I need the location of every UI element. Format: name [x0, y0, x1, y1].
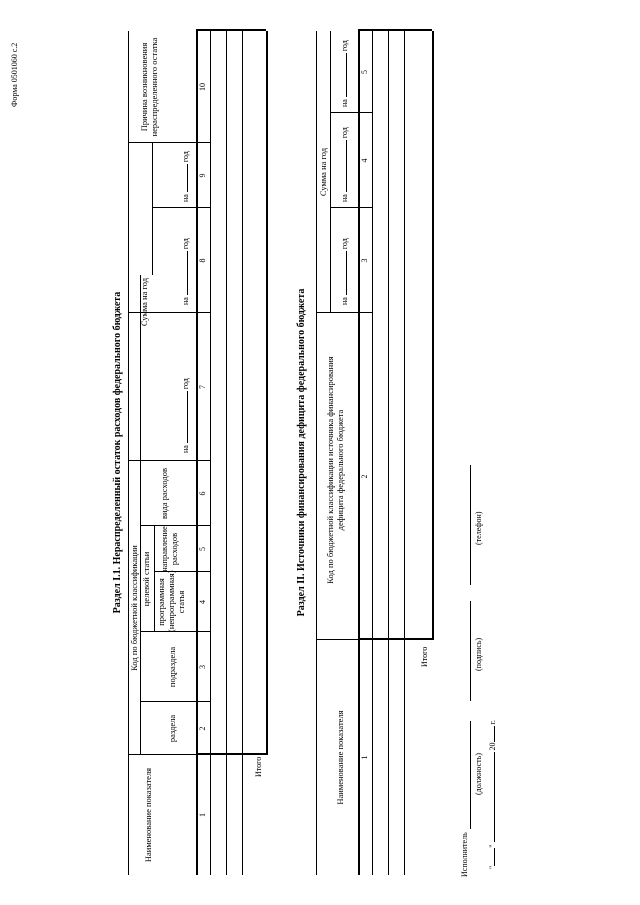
s1-col-direction: направление расходов	[159, 526, 179, 572]
date-line: "" 20 г.	[488, 720, 497, 869]
s2-col-sum: Сумма на год	[318, 147, 328, 197]
s2-year-1: на год	[340, 238, 349, 305]
s1-col-program: программная (непрограммная) статья	[156, 570, 186, 632]
signature-caption: (подпись)	[474, 637, 483, 671]
position-caption: (должность)	[474, 753, 483, 795]
s1-col-name: Наименование показателя	[143, 767, 153, 863]
section2-title: Раздел II. Источники финансирования дефицита федерального бюджета	[296, 288, 307, 617]
s1-col-reason: Причина возникновения нераспределенного остатка	[139, 37, 159, 137]
s1-year-2: на год	[181, 238, 190, 305]
phone-caption: (телефон)	[474, 511, 483, 545]
executor-label: Исполнитель	[460, 832, 469, 877]
s1-col-razdel: раздела	[167, 714, 177, 743]
s1-year-3: на год	[181, 151, 190, 202]
s1-col-vid: вида расходов	[159, 468, 169, 519]
s2-col-name: Наименование показателя	[335, 710, 345, 805]
s1-col-sum: Сумма на год	[139, 277, 149, 327]
section1-title: Раздел I.1. Нераспределенный остаток расходов федерального бюджета	[112, 291, 123, 614]
s2-col-code: Код по бюджетной классификации источника финансирования дефицита федерального бюджета	[325, 356, 345, 584]
s1-col-code: Код по бюджетной классификации	[129, 545, 139, 671]
s2-year-2: на год	[340, 127, 349, 202]
form-sheet: Форма 0501060 с.2 Раздел I.1. Нераспределенный остаток расходов федерального бюджета Наименование показателя Код по бюджетной классификации раздела подраздела целевой статьи программная (непрограммная) статья направление расходов вида расходов Сумма на год на год на год на год Причина возникновения нераспределенного остатка 1 2 3 4 5 6 7 8 9 10 Итого Раздел II. Источники финансирования дефицита федерального бюджета Наименование показателя Код по бюджетной классификации источника финансирования дефицита федерального бюджета Сумма на год на год на год на год 1 2 3 4 5 Итого Исполнитель (должность) (подпись) (телефон) "" 20 г.	[0, 0, 640, 905]
s2-total-label: Итого	[420, 646, 429, 667]
s1-col-target: целевой статьи	[141, 551, 151, 607]
s1-total-label: Итого	[254, 756, 263, 777]
s1-year-1: на год	[181, 378, 190, 453]
s1-col-podrazdel: подраздела	[167, 646, 177, 688]
form-code: Форма 0501060 с.2	[10, 42, 19, 107]
s2-year-3: на год	[340, 40, 349, 107]
